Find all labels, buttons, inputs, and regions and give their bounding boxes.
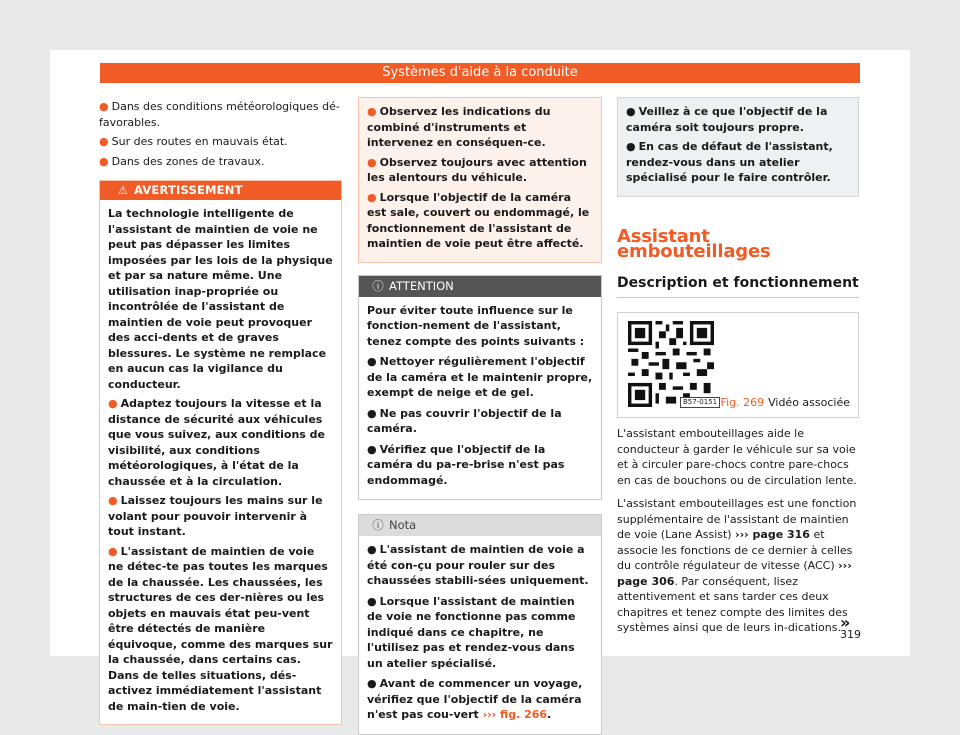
bullet-icon: ● [108,544,118,558]
attention-intro: Pour éviter toute influence sur le fonction-nement de l'assistant, tenez compte des points suivants : [367,303,585,348]
attention-header: ⓘ ATTENTION [359,276,601,297]
list-item: ● Vérifiez que l'objectif de la caméra du pa-re-brise n'est pas endommagé. [367,442,565,487]
figure-number: Fig. 269 [720,395,765,409]
bullet-icon: ● [108,397,118,410]
list-item: ● Dans des zones de travaux. [99,154,265,168]
note-body [359,536,601,734]
paragraph: L'assistant embouteillages aide le conducteur à garder le véhicule sur sa voie et à circuler pare-chocs contre pare-chocs en cas de bouchons ou de circulation lente. [617,427,857,487]
note-header: ⓘ Nota [359,515,601,536]
continue-marker: » [840,613,851,632]
list-item: ● En cas de défaut de l'assistant, rendez-vous dans un atelier spécialisé pour le faire contrôler. [626,140,833,184]
paragraph: L'assistant embouteillages est une fonction supplémentaire de l'assistant de maintien de voie (Lane Assist) ››› page 316 et associe les fonctions de ce dernier à celles du contrôle régulateur de vitesse (ACC) ››› page 306. Par conséquent, lisez attentivement et sans tarder ces deux chapitres et tenez compte des limites des systèmes ainsi que de leurs in-dications. [617,497,857,634]
bullet-icon: ● [367,355,377,368]
list-item: ● Sur des routes en mauvais état. [99,135,288,148]
list-item: ● L'assistant de maintien de voie a été con-çu pour rouler sur des chaussées stabili-sées uniquement. [367,543,589,587]
page [50,50,910,721]
page-header: Systèmes d'aide à la conduite [100,63,860,83]
list-item: ● Lorsque l'objectif de la caméra est sale, couvert ou endommagé, le fonctionnement de l'assistant de maintien de voie peut être affecté. [367,190,590,250]
page-reference-link[interactable]: ››› page 306 [617,559,852,588]
bullet-icon: ● [367,155,377,169]
warning-body [100,200,341,724]
list-item: ● Observez toujours avec attention les alentours du véhicule. [367,155,587,184]
list-item: ● L'assistant de maintien de voie ne détec-te pas toutes les marques de la chaussée. Les chaussées, les structures de ces der-nières ou les objets en mauvais état peu-vent être détectés de manière équivoque, comme des marques sur la chaussée, dans certains cas. Dans de telles situations, dés-activez immédiatement l'assistant de main-tien de voie. [108,544,333,713]
bullet-icon: ● [367,594,377,608]
attention-continuation-box [617,97,859,197]
bullet-icon: ● [99,100,109,113]
bullet-icon: ● [367,105,377,118]
bullet-icon: ● [108,494,118,507]
bullet-icon: ● [367,442,377,456]
list-item: ● Dans des conditions météorologiques dé-favorables. [99,100,340,129]
figure-reference-link[interactable]: ››› fig. 266 [482,708,548,721]
bullet-icon: ● [626,140,636,153]
list-item: ● Adaptez toujours la vitesse et la distance de sécurité aux véhicules que vous suivez, aux conditions de visibilité, aux conditions météorologiques, à l'état de la chaussée et à la circulation. [108,397,325,488]
section-title: Assistant embouteillages [617,225,771,262]
warning-triangle-icon: ⚠ [117,183,129,197]
list-item: ● Avant de commencer un voyage, vérifiez que l'objectif de la caméra n'est pas cou-vert ››› fig. 266. [367,677,583,721]
page-reference-link[interactable]: ››› page 316 [735,528,810,541]
column-right [617,97,859,636]
exclamation-circle-icon: ⓘ [372,278,384,293]
info-icon: ⓘ [372,518,384,532]
note-box [358,514,602,735]
bullet-icon: ● [99,154,109,168]
bullet-icon: ● [367,543,377,556]
subsection-title: Description et fonctionnement [617,276,859,299]
list-item: ● Lorsque l'assistant de maintien de voie ne fonctionne pas comme indiqué dans ce chapitre, ne l'utilisez pas et rendez-vous dans un atelier spécialisé. [367,594,576,670]
list-item: ● Nettoyer régulièrement l'objectif de la caméra et le maintenir propre, exempt de neige et de gel. [367,355,593,399]
bullet-icon: ● [367,677,377,690]
figure-code: B57-0151 [680,397,720,408]
list-item: ● Veillez à ce que l'objectif de la caméra soit toujours propre. [626,105,828,134]
list-item: ● Ne pas couvrir l'objectif de la caméra. [367,406,562,435]
bullet-icon: ● [367,406,377,420]
video-figure[interactable] [617,312,859,418]
warning-box [99,180,342,725]
warning-intro: La technologie intelligente de l'assistant de maintien de voie ne peut pas dépasser les limites imposées par les lois de la physique et par sa nature même. Une utilisation inap-propriée ou incontrôlée de l'assistant de maintien de voie peut provoquer des acci-dents et de graves blessures. Le système ne remplace en aucun cas la vigilance du conducteur. [108,207,333,391]
column-middle [358,97,602,735]
page-number: 319 [840,628,861,641]
bullet-icon: ● [99,135,109,148]
list-item: ● Observez les indications du combiné d'instruments et intervenez en conséquen-ce. [367,105,551,149]
warning-header: ⚠ AVERTISSEMENT [100,181,341,200]
column-left [99,97,342,725]
warning-continuation-box [358,97,602,263]
attention-body [359,297,601,500]
bullet-icon: ● [367,190,377,204]
figure-caption: Fig. 269 Vidéo associée [720,395,850,409]
attention-box [358,275,602,501]
qr-code-icon[interactable] [628,321,714,407]
bullet-icon: ● [626,105,636,118]
list-item: ● Laissez toujours les mains sur le volant pour pouvoir intervenir à tout instant. [108,494,323,538]
